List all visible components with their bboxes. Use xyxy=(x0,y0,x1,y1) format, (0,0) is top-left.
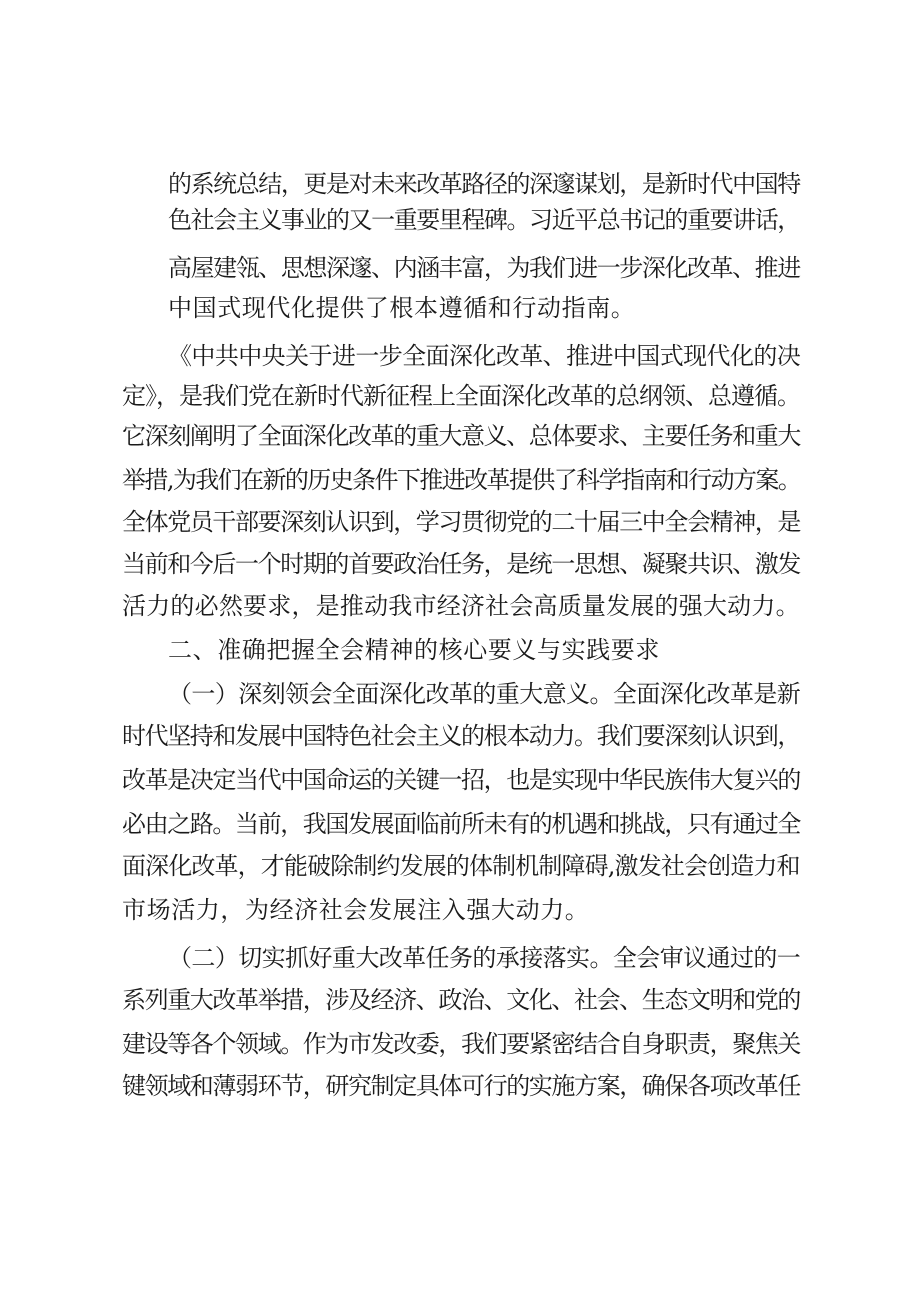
text-line: （二）切实抓好重大改革任务的承接落实。全会审议通过的一 xyxy=(168,944,801,972)
text-line: 活力的必然要求，是推动我市经济社会高质量发展的强大动力。 xyxy=(122,592,800,620)
text-line: 改革是决定当代中国命运的关键一招，也是实现中华民族伟大复兴的 xyxy=(122,766,800,794)
text-line: 全体党员干部要深刻认识到，学习贯彻党的二十届三中全会精神，是 xyxy=(122,508,800,536)
text-line: 建设等各个领域。作为市发改委，我们要紧密结合自身职责，聚焦关 xyxy=(122,1030,800,1058)
text-line: 举措,为我们在新的历史条件下推进改革提供了科学指南和行动方案。 xyxy=(122,466,801,494)
text-line: 高屋建瓴、思想深邃、内涵丰富，为我们进一步深化改革、推进 xyxy=(168,254,800,282)
text-line: 色社会主义事业的又一重要里程碑。习近平总书记的重要讲话， xyxy=(168,206,800,234)
text-line: 必由之路。当前，我国发展面临前所未有的机遇和挑战，只有通过全 xyxy=(122,810,800,838)
text-line: 当前和今后一个时期的首要政治任务，是统一思想、凝聚共识、激发 xyxy=(122,550,800,578)
text-line: 键领域和薄弱环节，研究制定具体可行的实施方案，确保各项改革任 xyxy=(122,1072,800,1100)
section-heading: 二、准确把握全会精神的核心要义与实践要求 xyxy=(168,636,660,664)
text-line: 的系统总结，更是对未来改革路径的深邃谋划，是新时代中国特 xyxy=(168,170,800,198)
text-line: （一）深刻领会全面深化改革的重大意义。全面深化改革是新 xyxy=(168,680,801,708)
text-line: 面深化改革，才能破除制约发展的体制机制障碍,激发社会创造力和 xyxy=(122,852,800,880)
text-line: 《中共中央关于进一步全面深化改革、推进中国式现代化的决 xyxy=(168,342,801,370)
text-line: 它深刻阐明了全面深化改革的重大意义、总体要求、主要任务和重大 xyxy=(122,422,800,450)
text-line: 中国式现代化提供了根本遵循和行动指南。 xyxy=(168,294,636,322)
text-line: 时代坚持和发展中国特色社会主义的根本动力。我们要深刻认识到， xyxy=(122,722,800,750)
text-line: 系列重大改革举措，涉及经济、政治、文化、社会、生态文明和党的 xyxy=(122,986,800,1014)
text-line: 定》，是我们党在新时代新征程上全面深化改革的总纲领、总遵循。 xyxy=(122,382,800,410)
text-line: 市场活力，为经济社会发展注入强大动力。 xyxy=(122,896,590,924)
